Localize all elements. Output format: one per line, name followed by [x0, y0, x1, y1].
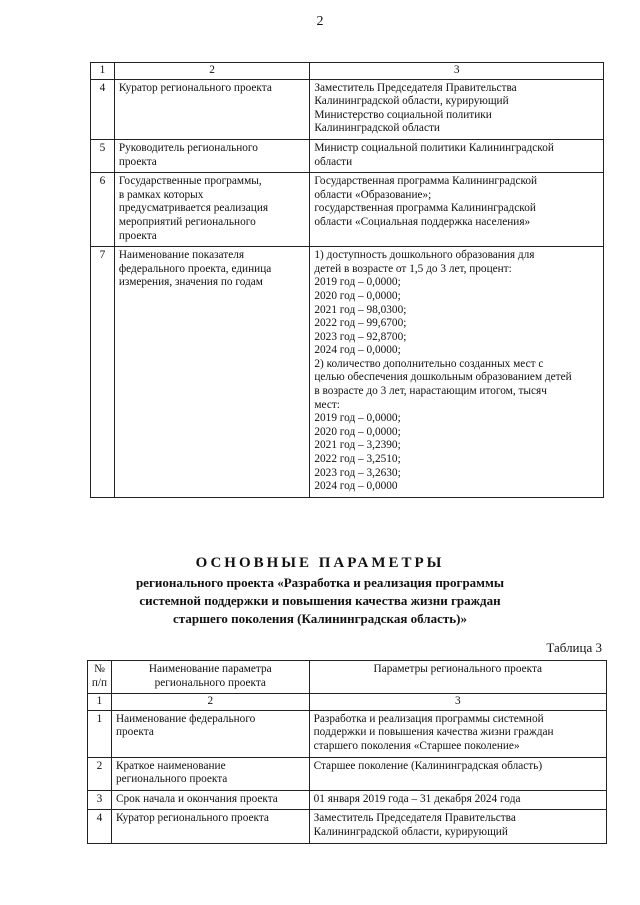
cell-text-line: целью обеспечения дошкольным образованием детей	[314, 371, 572, 384]
parameter-name-cell	[114, 173, 310, 247]
column-number-cell: 2	[111, 694, 309, 711]
page-number: 2	[316, 14, 324, 29]
head-cell-value	[309, 661, 606, 694]
section-subtitle-line: старшего поколения (Калининградская область)»	[173, 611, 467, 626]
cell-text-line: 2019 год – 0,0000;	[314, 276, 401, 289]
cell-text-line: мероприятий регионального	[118, 215, 256, 228]
parameter-value-cell	[310, 173, 604, 247]
parameter-name-cell	[111, 757, 309, 790]
cell-text-line: проекта	[115, 726, 154, 739]
passport-table-body	[91, 63, 604, 498]
cell-text-line: Разработка и реализация программы системной	[313, 712, 544, 725]
head-text: регионального проекта	[154, 676, 266, 689]
cell-text-line: предусматривается реализация	[118, 202, 269, 215]
cell-text-line: 2020 год – 0,0000;	[314, 425, 401, 438]
cell-text-line: Министр социальной политики Калининградской	[314, 141, 554, 154]
column-number-row	[88, 694, 607, 711]
cell-text-line: области	[314, 155, 353, 168]
section-subtitle-line: системной поддержки и повышения качества жизни граждан	[139, 593, 501, 608]
cell-text-line: Заместитель Председателя Правительства	[314, 81, 517, 94]
cell-text-line: Калининградской области	[314, 122, 440, 135]
table-row	[88, 790, 607, 810]
row-number-cell: 5	[91, 139, 115, 172]
parameter-value-cell	[309, 710, 606, 757]
cell-text-line: 2022 год – 99,6700;	[314, 317, 407, 330]
parameter-value-cell	[310, 247, 604, 498]
row-number-cell: 2	[88, 757, 112, 790]
cell-text-line: проекта	[118, 155, 157, 168]
parameter-name-cell	[114, 247, 310, 498]
cell-text-line: 1) доступность дошкольного образования для	[314, 249, 535, 262]
cell-text-line: Руководитель регионального	[118, 141, 258, 154]
head-text: №	[94, 663, 105, 675]
parameter-name-cell	[114, 79, 310, 139]
column-number-cell: 2	[114, 63, 310, 80]
head-cell-name	[111, 661, 309, 694]
head-cell-number	[88, 661, 112, 694]
cell-text-line: измерения, значения по годам	[118, 276, 263, 289]
table-row	[91, 79, 604, 139]
column-number-cell: 3	[309, 694, 606, 711]
parameters-table	[87, 660, 607, 844]
parameter-value-cell	[309, 790, 606, 810]
cell-text-line: в рамках которых	[118, 188, 204, 201]
row-number-cell: 4	[91, 79, 115, 139]
passport-table-continued	[90, 62, 604, 498]
cell-text-line: Министерство социальной политики	[314, 108, 492, 121]
row-number-cell: 4	[88, 810, 112, 843]
cell-text-line: 2019 год – 0,0000;	[314, 412, 401, 425]
cell-text-line: мест:	[314, 398, 340, 411]
column-number-cell: 1	[91, 63, 115, 80]
parameter-value-cell	[309, 757, 606, 790]
table-row	[91, 173, 604, 247]
parameter-name-cell	[111, 810, 309, 843]
parameter-value-cell	[310, 139, 604, 172]
cell-text-line: Калининградской области, курирующий	[314, 95, 509, 108]
parameter-value-cell	[309, 810, 606, 843]
cell-text-line: 01 января 2019 года – 31 декабря 2024 года	[313, 792, 521, 805]
section-subtitle-line: регионального проекта «Разработка и реализация программы	[135, 575, 505, 590]
cell-text-line: проекта	[118, 229, 157, 242]
cell-text-line: в возрасте до 3 лет, нарастающим итогом, тысяч	[314, 385, 547, 398]
cell-text-line: 2024 год – 0,0000	[314, 480, 398, 493]
table-head-row	[88, 661, 607, 694]
cell-text-line: 2024 год – 0,0000;	[314, 344, 401, 357]
cell-text-line: детей в возрасте от 1,5 до 3 лет, процент:	[314, 262, 512, 275]
cell-text-line: старшего поколения «Старшее поколение»	[313, 739, 520, 752]
table-row	[88, 710, 607, 757]
cell-text-line: области «Образование»;	[314, 188, 432, 201]
column-number-cell: 3	[310, 63, 604, 80]
parameter-name-cell	[111, 790, 309, 810]
cell-text-line: 2021 год – 3,2390;	[314, 439, 401, 452]
parameters-table-body	[88, 661, 607, 844]
cell-text-line: Государственная программа Калининградской	[314, 175, 538, 188]
row-number-cell: 6	[91, 173, 115, 247]
cell-text-line: Заместитель Председателя Правительства	[313, 812, 516, 825]
cell-text-line: 2021 год – 98,0300;	[314, 303, 407, 316]
parameter-name-cell	[114, 139, 310, 172]
table-row	[91, 139, 604, 172]
cell-text-line: 2023 год – 3,2630;	[314, 466, 401, 479]
cell-text-line: Куратор регионального проекта	[115, 812, 269, 825]
parameter-name-cell	[111, 710, 309, 757]
cell-text-line: Старшее поколение (Калининградская область)	[313, 759, 543, 772]
section-heading	[0, 552, 640, 628]
cell-text-line: государственная программа Калининградской	[314, 202, 536, 215]
cell-text-line: регионального проекта	[115, 773, 228, 786]
head-text: Параметры регионального проекта	[373, 663, 543, 675]
section-title: ОСНОВНЫЕ ПАРАМЕТРЫ	[195, 555, 445, 571]
cell-text-line: Государственные программы,	[118, 175, 262, 188]
cell-text-line: Куратор регионального проекта	[118, 81, 272, 94]
row-number-cell: 7	[91, 247, 115, 498]
cell-text-line: федерального проекта, единица	[118, 262, 272, 275]
cell-text-line: 2023 год – 92,8700;	[314, 330, 407, 343]
cell-text-line: Калининградской области, курирующий	[313, 825, 508, 838]
cell-text-line: 2020 год – 0,0000;	[314, 289, 401, 302]
cell-text-line: области «Социальная поддержка населения»	[314, 215, 531, 228]
head-text: Наименование параметра	[148, 663, 272, 675]
cell-text-line: Краткое наименование	[115, 759, 226, 772]
cell-text-line: 2) количество дополнительно созданных мест с	[314, 357, 544, 370]
parameter-value-cell	[310, 79, 604, 139]
cell-text-line: Наименование показателя	[118, 249, 245, 262]
table-label: Таблица 3	[546, 640, 602, 655]
table-row	[88, 810, 607, 843]
column-number-cell: 1	[88, 694, 112, 711]
cell-text-line: Наименование федерального	[115, 712, 256, 725]
row-number-cell: 3	[88, 790, 112, 810]
column-number-row	[91, 63, 604, 80]
cell-text-line: Срок начала и окончания проекта	[115, 792, 278, 805]
row-number-cell: 1	[88, 710, 112, 757]
cell-text-line: 2022 год – 3,2510;	[314, 453, 401, 466]
table-row	[88, 757, 607, 790]
table-row	[91, 247, 604, 498]
cell-text-line: поддержки и повышения качества жизни граждан	[313, 726, 554, 739]
head-text: п/п	[91, 676, 108, 689]
